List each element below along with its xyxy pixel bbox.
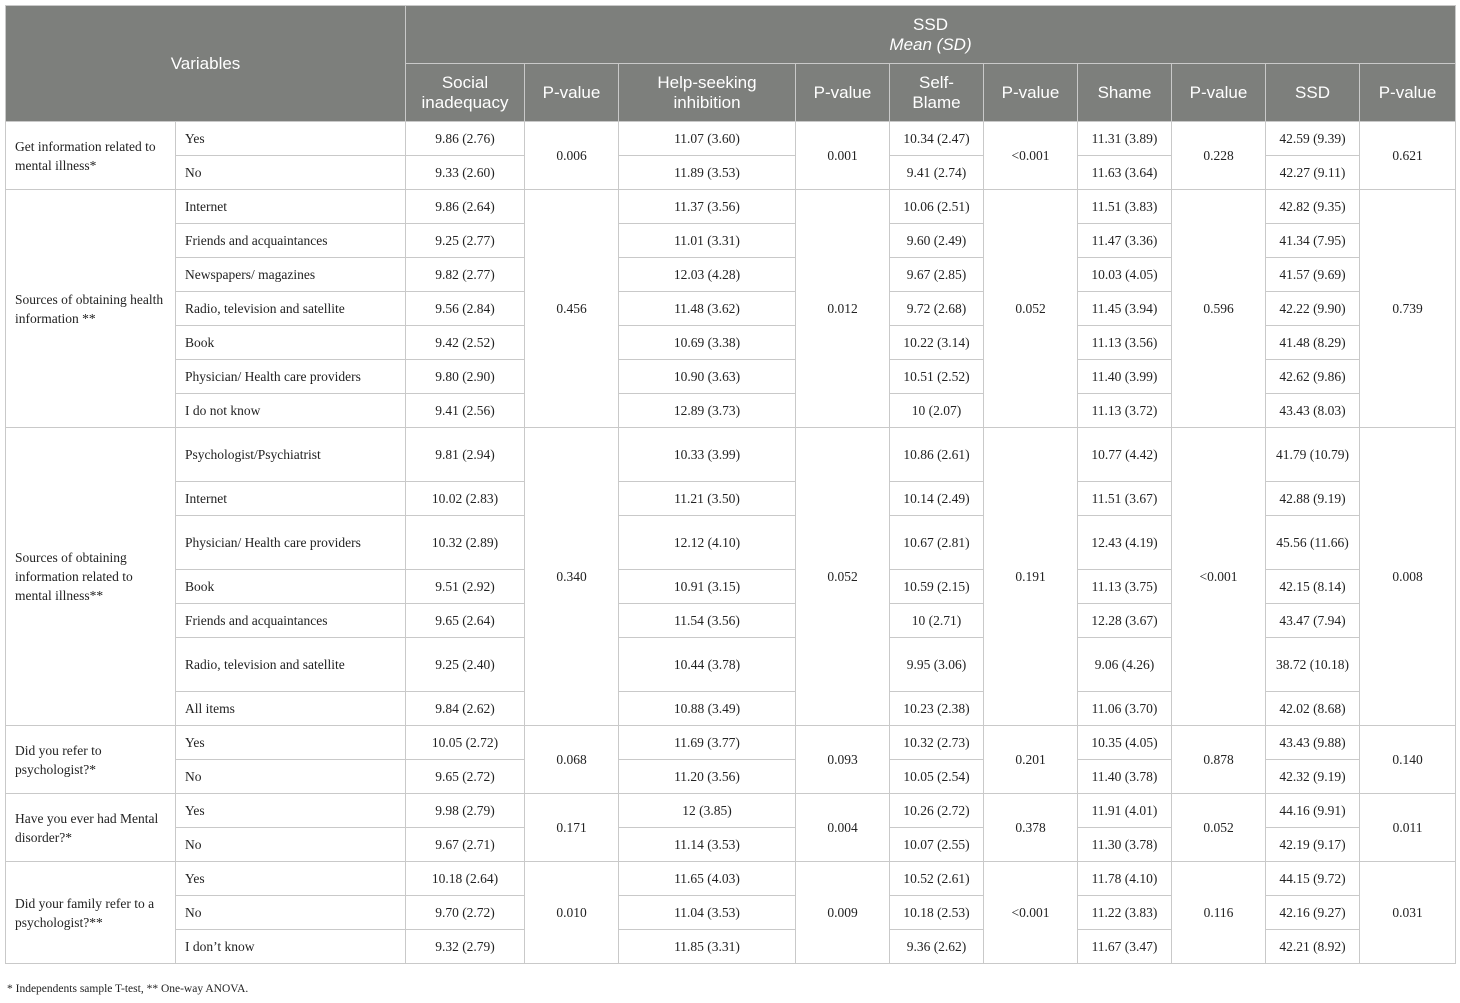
help-seeking-inhibition-value: 11.21 (3.50): [619, 482, 796, 516]
p-value-shame: 0.596: [1172, 190, 1266, 428]
social-inadequacy-value: 9.81 (2.94): [406, 428, 525, 482]
header-variables: Variables: [6, 6, 406, 122]
shame-value: 10.03 (4.05): [1078, 258, 1172, 292]
header-p-value: P-value: [525, 64, 619, 122]
ssd-value: 42.32 (9.19): [1266, 760, 1360, 794]
category-label: No: [176, 896, 406, 930]
self-blame-value: 10.05 (2.54): [890, 760, 984, 794]
help-seeking-inhibition-value: 11.20 (3.56): [619, 760, 796, 794]
ssd-value: 42.21 (8.92): [1266, 930, 1360, 964]
p-value-ssd: 0.140: [1360, 726, 1456, 794]
ssd-value: 42.15 (8.14): [1266, 570, 1360, 604]
shame-value: 11.22 (3.83): [1078, 896, 1172, 930]
help-seeking-inhibition-value: 11.69 (3.77): [619, 726, 796, 760]
shame-value: 11.40 (3.78): [1078, 760, 1172, 794]
self-blame-value: 10 (2.71): [890, 604, 984, 638]
p-value-help-seeking-inhibition: 0.001: [796, 122, 890, 190]
p-value-shame: 0.228: [1172, 122, 1266, 190]
social-inadequacy-value: 9.41 (2.56): [406, 394, 525, 428]
ssd-value: 41.48 (8.29): [1266, 326, 1360, 360]
social-inadequacy-value: 9.82 (2.77): [406, 258, 525, 292]
shame-value: 11.13 (3.56): [1078, 326, 1172, 360]
social-inadequacy-value: 9.67 (2.71): [406, 828, 525, 862]
social-inadequacy-value: 9.56 (2.84): [406, 292, 525, 326]
p-value-social-inadequacy: 0.171: [525, 794, 619, 862]
p-value-ssd: 0.008: [1360, 428, 1456, 726]
ssd-value: 42.22 (9.90): [1266, 292, 1360, 326]
help-seeking-inhibition-value: 11.14 (3.53): [619, 828, 796, 862]
shame-value: 11.67 (3.47): [1078, 930, 1172, 964]
help-seeking-inhibition-value: 11.37 (3.56): [619, 190, 796, 224]
social-inadequacy-value: 10.05 (2.72): [406, 726, 525, 760]
self-blame-value: 10.22 (3.14): [890, 326, 984, 360]
social-inadequacy-value: 10.32 (2.89): [406, 516, 525, 570]
shame-value: 11.91 (4.01): [1078, 794, 1172, 828]
category-label: Radio, television and satellite: [176, 292, 406, 326]
ssd-value: 42.62 (9.86): [1266, 360, 1360, 394]
variable-label: Have you ever had Mental disorder?*: [6, 794, 176, 862]
self-blame-value: 10.67 (2.81): [890, 516, 984, 570]
variable-label: Sources of obtaining information related to mental illness**: [6, 428, 176, 726]
p-value-ssd: 0.739: [1360, 190, 1456, 428]
header-ssd: SSD: [1266, 64, 1360, 122]
self-blame-value: 10.86 (2.61): [890, 428, 984, 482]
help-seeking-inhibition-value: 10.69 (3.38): [619, 326, 796, 360]
header-self-blame: Self-Blame: [890, 64, 984, 122]
p-value-self-blame: <0.001: [984, 862, 1078, 964]
social-inadequacy-value: 9.25 (2.77): [406, 224, 525, 258]
p-value-help-seeking-inhibition: 0.093: [796, 726, 890, 794]
self-blame-value: 10.26 (2.72): [890, 794, 984, 828]
shame-value: 10.77 (4.42): [1078, 428, 1172, 482]
p-value-shame: 0.116: [1172, 862, 1266, 964]
help-seeking-inhibition-value: 11.01 (3.31): [619, 224, 796, 258]
category-label: Physician/ Health care providers: [176, 360, 406, 394]
category-label: Book: [176, 570, 406, 604]
self-blame-value: 10.06 (2.51): [890, 190, 984, 224]
table-row: [6, 190, 1456, 224]
category-label: No: [176, 760, 406, 794]
self-blame-value: 10.23 (2.38): [890, 692, 984, 726]
p-value-shame: 0.878: [1172, 726, 1266, 794]
social-inadequacy-value: 10.18 (2.64): [406, 862, 525, 896]
social-inadequacy-value: 9.98 (2.79): [406, 794, 525, 828]
social-inadequacy-value: 9.25 (2.40): [406, 638, 525, 692]
shame-value: 11.47 (3.36): [1078, 224, 1172, 258]
table-row: [6, 794, 1456, 828]
shame-value: 11.51 (3.67): [1078, 482, 1172, 516]
category-label: Physician/ Health care providers: [176, 516, 406, 570]
help-seeking-inhibition-value: 12 (3.85): [619, 794, 796, 828]
shame-value: 11.30 (3.78): [1078, 828, 1172, 862]
shame-value: 10.35 (4.05): [1078, 726, 1172, 760]
social-inadequacy-value: 9.51 (2.92): [406, 570, 525, 604]
p-value-ssd: 0.621: [1360, 122, 1456, 190]
p-value-social-inadequacy: 0.456: [525, 190, 619, 428]
social-inadequacy-value: 9.65 (2.64): [406, 604, 525, 638]
p-value-self-blame: 0.191: [984, 428, 1078, 726]
self-blame-value: 9.67 (2.85): [890, 258, 984, 292]
self-blame-value: 10.07 (2.55): [890, 828, 984, 862]
social-inadequacy-value: 9.70 (2.72): [406, 896, 525, 930]
social-inadequacy-value: 9.42 (2.52): [406, 326, 525, 360]
p-value-social-inadequacy: 0.010: [525, 862, 619, 964]
category-label: Internet: [176, 190, 406, 224]
ssd-value: 42.59 (9.39): [1266, 122, 1360, 156]
help-seeking-inhibition-value: 11.04 (3.53): [619, 896, 796, 930]
variable-label: Did you refer to psychologist?*: [6, 726, 176, 794]
ssd-value: 43.43 (8.03): [1266, 394, 1360, 428]
shame-value: 11.31 (3.89): [1078, 122, 1172, 156]
p-value-shame: <0.001: [1172, 428, 1266, 726]
header-group-title: SSD: [913, 14, 948, 34]
help-seeking-inhibition-value: 11.07 (3.60): [619, 122, 796, 156]
category-label: Internet: [176, 482, 406, 516]
category-label: All items: [176, 692, 406, 726]
table-row: [6, 428, 1456, 482]
category-label: Yes: [176, 726, 406, 760]
help-seeking-inhibition-value: 10.88 (3.49): [619, 692, 796, 726]
category-label: Book: [176, 326, 406, 360]
social-inadequacy-value: 9.86 (2.64): [406, 190, 525, 224]
self-blame-value: 9.36 (2.62): [890, 930, 984, 964]
shame-value: 11.78 (4.10): [1078, 862, 1172, 896]
header-p-value: P-value: [1172, 64, 1266, 122]
table-header: [6, 6, 1456, 122]
p-value-help-seeking-inhibition: 0.052: [796, 428, 890, 726]
p-value-social-inadequacy: 0.068: [525, 726, 619, 794]
category-label: Friends and acquaintances: [176, 604, 406, 638]
shame-value: 11.45 (3.94): [1078, 292, 1172, 326]
help-seeking-inhibition-value: 12.12 (4.10): [619, 516, 796, 570]
shame-value: 11.13 (3.75): [1078, 570, 1172, 604]
header-group-subtitle: Mean (SD): [889, 34, 972, 54]
header-social-inadequacy: Social inadequacy: [406, 64, 525, 122]
p-value-ssd: 0.031: [1360, 862, 1456, 964]
category-label: Yes: [176, 862, 406, 896]
shame-value: 12.43 (4.19): [1078, 516, 1172, 570]
shame-value: 11.63 (3.64): [1078, 156, 1172, 190]
p-value-social-inadequacy: 0.340: [525, 428, 619, 726]
ssd-value: 42.02 (8.68): [1266, 692, 1360, 726]
self-blame-value: 9.41 (2.74): [890, 156, 984, 190]
p-value-help-seeking-inhibition: 0.012: [796, 190, 890, 428]
p-value-shame: 0.052: [1172, 794, 1266, 862]
ssd-value: 44.16 (9.91): [1266, 794, 1360, 828]
p-value-help-seeking-inhibition: 0.009: [796, 862, 890, 964]
help-seeking-inhibition-value: 10.91 (3.15): [619, 570, 796, 604]
help-seeking-inhibition-value: 11.89 (3.53): [619, 156, 796, 190]
category-label: I do not know: [176, 394, 406, 428]
ssd-value: 38.72 (10.18): [1266, 638, 1360, 692]
self-blame-value: 10.32 (2.73): [890, 726, 984, 760]
header-p-value: P-value: [796, 64, 890, 122]
help-seeking-inhibition-value: 11.85 (3.31): [619, 930, 796, 964]
header-p-value: P-value: [1360, 64, 1456, 122]
self-blame-value: 10.59 (2.15): [890, 570, 984, 604]
social-inadequacy-value: 9.65 (2.72): [406, 760, 525, 794]
variable-label: Get information related to mental illness*: [6, 122, 176, 190]
p-value-self-blame: 0.378: [984, 794, 1078, 862]
ssd-value: 42.88 (9.19): [1266, 482, 1360, 516]
ssd-value: 44.15 (9.72): [1266, 862, 1360, 896]
ssd-value: 41.57 (9.69): [1266, 258, 1360, 292]
help-seeking-inhibition-value: 11.48 (3.62): [619, 292, 796, 326]
self-blame-value: 10.18 (2.53): [890, 896, 984, 930]
category-label: Radio, television and satellite: [176, 638, 406, 692]
ssd-value: 43.47 (7.94): [1266, 604, 1360, 638]
category-label: I don’t know: [176, 930, 406, 964]
category-label: No: [176, 828, 406, 862]
help-seeking-inhibition-value: 10.33 (3.99): [619, 428, 796, 482]
category-label: No: [176, 156, 406, 190]
results-table: [5, 5, 1456, 964]
results-table-container: [5, 5, 1455, 964]
header-help-seeking-inhibition: Help-seeking inhibition: [619, 64, 796, 122]
social-inadequacy-value: 9.32 (2.79): [406, 930, 525, 964]
p-value-self-blame: <0.001: [984, 122, 1078, 190]
table-row: [6, 726, 1456, 760]
self-blame-value: 10.52 (2.61): [890, 862, 984, 896]
header-p-value: P-value: [984, 64, 1078, 122]
social-inadequacy-value: 10.02 (2.83): [406, 482, 525, 516]
social-inadequacy-value: 9.86 (2.76): [406, 122, 525, 156]
help-seeking-inhibition-value: 10.90 (3.63): [619, 360, 796, 394]
table-footnote: * Independents sample T-test, ** One-way ANOVA.: [7, 983, 249, 995]
shame-value: 11.06 (3.70): [1078, 692, 1172, 726]
p-value-ssd: 0.011: [1360, 794, 1456, 862]
ssd-value: 41.34 (7.95): [1266, 224, 1360, 258]
p-value-self-blame: 0.052: [984, 190, 1078, 428]
ssd-value: 43.43 (9.88): [1266, 726, 1360, 760]
ssd-value: 41.79 (10.79): [1266, 428, 1360, 482]
self-blame-value: 9.72 (2.68): [890, 292, 984, 326]
variable-label: Did your family refer to a psychologist?**: [6, 862, 176, 964]
self-blame-value: 10.34 (2.47): [890, 122, 984, 156]
social-inadequacy-value: 9.84 (2.62): [406, 692, 525, 726]
self-blame-value: 9.60 (2.49): [890, 224, 984, 258]
self-blame-value: 10.14 (2.49): [890, 482, 984, 516]
help-seeking-inhibition-value: 10.44 (3.78): [619, 638, 796, 692]
category-label: Friends and acquaintances: [176, 224, 406, 258]
social-inadequacy-value: 9.33 (2.60): [406, 156, 525, 190]
ssd-value: 42.16 (9.27): [1266, 896, 1360, 930]
self-blame-value: 9.95 (3.06): [890, 638, 984, 692]
table-body: [6, 122, 1456, 964]
shame-value: 11.40 (3.99): [1078, 360, 1172, 394]
ssd-value: 42.82 (9.35): [1266, 190, 1360, 224]
header-shame: Shame: [1078, 64, 1172, 122]
ssd-value: 42.19 (9.17): [1266, 828, 1360, 862]
help-seeking-inhibition-value: 12.89 (3.73): [619, 394, 796, 428]
table-row: [6, 122, 1456, 156]
p-value-self-blame: 0.201: [984, 726, 1078, 794]
self-blame-value: 10 (2.07): [890, 394, 984, 428]
variable-label: Sources of obtaining health information **: [6, 190, 176, 428]
shame-value: 11.51 (3.83): [1078, 190, 1172, 224]
ssd-value: 42.27 (9.11): [1266, 156, 1360, 190]
shame-value: 9.06 (4.26): [1078, 638, 1172, 692]
table-row: [6, 862, 1456, 896]
help-seeking-inhibition-value: 11.65 (4.03): [619, 862, 796, 896]
category-label: Newspapers/ magazines: [176, 258, 406, 292]
social-inadequacy-value: 9.80 (2.90): [406, 360, 525, 394]
help-seeking-inhibition-value: 11.54 (3.56): [619, 604, 796, 638]
ssd-value: 45.56 (11.66): [1266, 516, 1360, 570]
header-group-ssd: [406, 6, 1456, 64]
category-label: Yes: [176, 122, 406, 156]
self-blame-value: 10.51 (2.52): [890, 360, 984, 394]
category-label: Psychologist/Psychiatrist: [176, 428, 406, 482]
category-label: Yes: [176, 794, 406, 828]
p-value-help-seeking-inhibition: 0.004: [796, 794, 890, 862]
p-value-social-inadequacy: 0.006: [525, 122, 619, 190]
shame-value: 11.13 (3.72): [1078, 394, 1172, 428]
shame-value: 12.28 (3.67): [1078, 604, 1172, 638]
help-seeking-inhibition-value: 12.03 (4.28): [619, 258, 796, 292]
